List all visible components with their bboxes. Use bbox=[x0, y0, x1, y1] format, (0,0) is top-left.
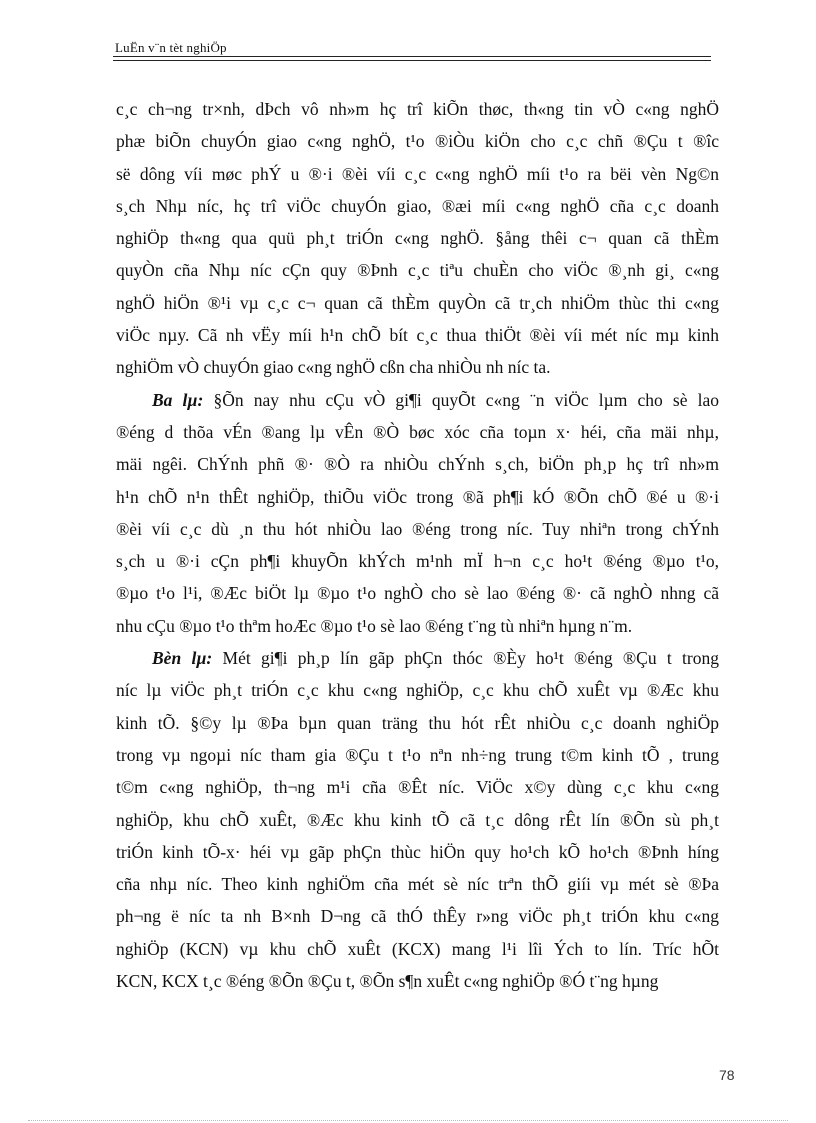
text-line: cña nhµ níc. Theo kinh nghiÖm cña mét sè níc trªn thÕ giíi vµ mét sè ®Þa bbox=[116, 874, 719, 895]
text-line: trong vµ ngoµi níc tham gia ®Çu t t¹o nªn nh÷ng trung t©m kinh tÕ , trung bbox=[116, 744, 719, 765]
text-line: nghÖ hiÖn ®¹i vµ c¸c c¬ quan cã thÈm quyÒn cã tr¸ch nhiÖm thùc thi c«ng bbox=[116, 292, 719, 313]
page-bottom-divider bbox=[28, 1120, 788, 1121]
paragraph-lead: Bèn lµ: bbox=[152, 648, 223, 669]
document-header-title: LuËn v¨n tèt nghiÖp bbox=[115, 40, 227, 55]
text-line: quyÒn cña Nhµ níc cÇn quy ®Þnh c¸c tiªu chuÈn cho viÖc ®¸nh gi¸ c«ng bbox=[116, 260, 719, 281]
text-line: phæ biÕn chuyÓn giao c«ng nghÖ, t¹o ®iÒu kiÖn cho c¸c chñ ®Çu t ®îc bbox=[116, 131, 719, 152]
text-line: nghiÖp th«ng qua quü ph¸t triÓn c«ng nghÖ. §ång thêi c¬ quan cã thÈm bbox=[116, 228, 719, 249]
header-rule-top bbox=[113, 56, 711, 57]
text-line: nghiÖp, khu chÕ xuÊt, ®Æc khu kinh tÕ cã t¸c dông rÊt lín ®Õn sù ph¸t bbox=[116, 809, 719, 830]
text-line: ®èi víi c¸c dù ¸n thu hót nhiÒu lao ®éng trong níc. Tuy nhiªn trong chÝnh bbox=[116, 518, 719, 539]
text-line: mäi ngêi. ChÝnh phñ ®· ®Ò ra nhiÒu chÝnh s¸ch, biÖn ph¸p hç trî nh»m bbox=[116, 454, 719, 475]
text-line: Bèn lµ: Mét gi¶i ph¸p lín gãp phÇn thóc ®Èy ho¹t ®éng ®Çu t trong bbox=[152, 648, 719, 669]
text-line: ®µo t¹o l¹i, ®Æc biÖt lµ ®µo t¹o nghÒ cho sè lao ®éng ®· cã nghÒ nhng cã bbox=[116, 583, 719, 604]
text-line: ®éng d thõa vÉn ®ang lµ vÊn ®Ò bøc xóc cña toµn x· héi, cña mäi nhµ, bbox=[116, 421, 719, 442]
text-line: c¸c ch¬ng tr×nh, dÞch vô nh»m hç trî kiÕn thøc, th«ng tin vÒ c«ng nghÖ bbox=[116, 99, 719, 119]
text-line: nghiÖm vÒ chuyÓn giao c«ng nghÖ cßn cha nhiÒu nh níc ta. bbox=[116, 357, 551, 378]
text-line: t©m c«ng nghiÖp, th¬ng m¹i cña ®Êt níc. ViÖc x©y dùng c¸c khu c«ng bbox=[116, 777, 719, 798]
text-line: Ba lµ: §Õn nay nhu cÇu vÒ gi¶i quyÕt c«ng ¨n viÖc lµm cho sè lao bbox=[152, 389, 719, 410]
page-number: 78 bbox=[719, 1067, 735, 1083]
text-line: s¸ch u ®·i cÇn ph¶i khuyÕn khÝch m¹nh mÏ h¬n c¸c ho¹t ®éng ®µo t¹o, bbox=[116, 551, 719, 572]
paragraph bbox=[116, 384, 719, 642]
text-line: s¸ch Nhµ níc, hç trî viÖc chuyÓn giao, ®æi míi c«ng nghÖ cña c¸c doanh bbox=[116, 195, 719, 216]
text-line: ph¬ng ë níc ta nh B×nh D¬ng cã thÓ thÊy r»ng viÖc ph¸t triÓn khu c«ng bbox=[116, 906, 719, 927]
paragraph bbox=[116, 93, 719, 384]
text-line: triÓn kinh tÕ-x· héi vµ gãp phÇn thùc hiÖn quy ho¹ch kÕ ho¹ch ®Þnh híng bbox=[116, 841, 719, 862]
text-line: KCN, KCX t¸c ®éng ®Õn ®Çu t, ®Õn s¶n xuÊt c«ng nghiÖp ®Ó t¨ng hµng bbox=[116, 971, 659, 992]
paragraph-lead: Ba lµ: bbox=[152, 389, 214, 410]
text-line: h¹n chÕ n¹n thÊt nghiÖp, thiÕu viÖc trong ®ã ph¶i kÓ ®Õn chÕ ®é u ®·i bbox=[116, 486, 719, 507]
body-text bbox=[116, 93, 719, 997]
header-rule-bottom bbox=[113, 60, 711, 61]
text-line: níc lµ viÖc ph¸t triÓn c¸c khu c«ng nghiÖp, c¸c khu chÕ xuÊt vµ ®Æc khu bbox=[116, 680, 719, 701]
text-line: nhu cÇu ®µo t¹o thªm hoÆc ®µo t¹o sè lao ®éng t¨ng tù nhiªn hµng n¨m. bbox=[116, 615, 633, 636]
text-line: nghiÖp (KCN) vµ khu chÕ xuÊt (KCX) mang l¹i lîi Ých to lín. Tríc hÕt bbox=[116, 938, 719, 959]
text-line: së dông víi møc phÝ u ®·i ®èi víi c¸c c«ng nghÖ míi t¹o ra bëi vèn Ng©n bbox=[116, 163, 719, 184]
text-line: kinh tÕ. §©y lµ ®Þa bµn quan träng thu hót rÊt nhiÒu c¸c doanh nghiÖp bbox=[116, 712, 719, 733]
text-line: viÖc nµy. Cã nh vËy míi h¹n chÕ bít c¸c thua thiÖt ®èi víi mét níc mµ kinh bbox=[116, 325, 719, 346]
paragraph bbox=[116, 642, 719, 997]
